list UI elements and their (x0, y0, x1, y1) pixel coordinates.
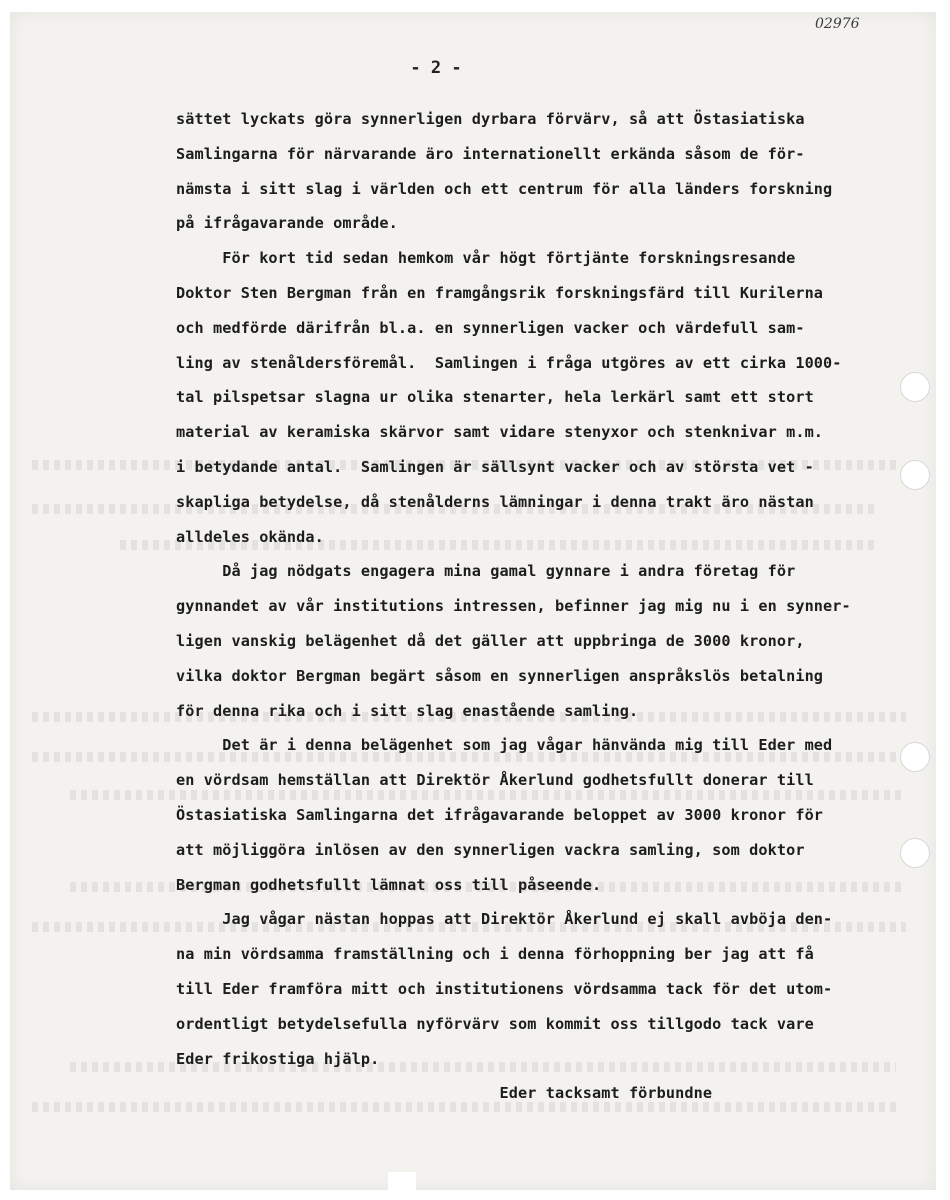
text-line: Bergman godhetsfullt lämnat oss till påseende. (176, 875, 602, 894)
text-line: tal pilspetsar slagna ur olika stenarter, hela lerkärl samt ett stort (176, 388, 814, 407)
text-line: vilka doktor Bergman begärt såsom en synnerligen anspråkslös betalning (176, 666, 824, 685)
text-line: Östasiatiska Samlingarna det ifrågavarande beloppet av 3000 kronor för (176, 805, 824, 824)
text-line: sättet lyckats göra synnerligen dyrbara förvärv, så att Östasiatiska (176, 110, 805, 128)
text-line: na min vördsamma framställning och i denna förhoppning ber jag att få (176, 945, 814, 964)
paper-tear-notch (388, 1172, 416, 1192)
text-line: för denna rika och i sitt slag enastående samling. (176, 701, 639, 720)
punch-hole (900, 742, 930, 772)
punch-hole (900, 372, 930, 402)
text-line: För kort tid sedan hemkom vår högt förtjänte forskningsresande (176, 249, 796, 268)
letter-body (176, 102, 926, 1111)
text-line: ordentligt betydelsefulla nyförvärv som kommit oss tillgodo tack vare (176, 1014, 814, 1033)
text-line: till Eder framföra mitt och institutionens vördsamma tack för det utom- (176, 979, 833, 998)
text-line: i betydande antal. Samlingen är sällsynt vacker och av största vet - (176, 457, 814, 476)
text-line: Det är i denna belägenhet som jag vågar hänvända mig till Eder med (176, 736, 833, 755)
text-line: nämsta i sitt slag i världen och ett centrum för alla länders forskning (176, 179, 833, 198)
archive-number: 02976 (815, 16, 860, 32)
text-line: Samlingarna för närvarande äro internationellt erkända såsom de för- (176, 144, 805, 163)
text-line: Jag vågar nästan hoppas att Direktör Åkerlund ej skall avböja den- (176, 910, 833, 929)
page-number: - 2 - (410, 58, 462, 78)
punch-hole (900, 460, 930, 490)
closing-line: Eder tacksamt förbundne (176, 1084, 713, 1103)
text-line: Då jag nödgats engagera mina gamal gynnare i andra företag för (176, 562, 796, 581)
text-line: på ifrågavarande område. (176, 214, 398, 233)
text-line: material av keramiska skärvor samt vidare stenyxor och stenknivar m.m. (176, 423, 824, 442)
punch-hole (900, 838, 930, 868)
text-line: ligen vanskig belägenhet då det gäller att uppbringa de 3000 kronor, (176, 631, 805, 650)
text-line: gynnandet av vår institutions intressen, befinner jag mig nu i en synner- (176, 597, 851, 616)
text-line: alldeles okända. (176, 527, 324, 546)
text-line: ling av stenåldersföremål. Samlingen i fråga utgöres av ett cirka 1000- (176, 353, 842, 372)
text-line: skapliga betydelse, då stenålderns lämningar i denna trakt äro nästan (176, 492, 814, 511)
text-line: en vördsam hemställan att Direktör Åkerlund godhetsfullt donerar till (176, 771, 814, 790)
text-line: Doktor Sten Bergman från en framgångsrik forskningsfärd till Kurilerna (176, 283, 824, 302)
text-line: och medförde därifrån bl.a. en synnerligen vacker och värdefull sam- (176, 318, 805, 337)
text-line: Eder frikostiga hjälp. (176, 1049, 380, 1068)
text-line: att möjliggöra inlösen av den synnerligen vackra samling, som doktor (176, 840, 805, 859)
